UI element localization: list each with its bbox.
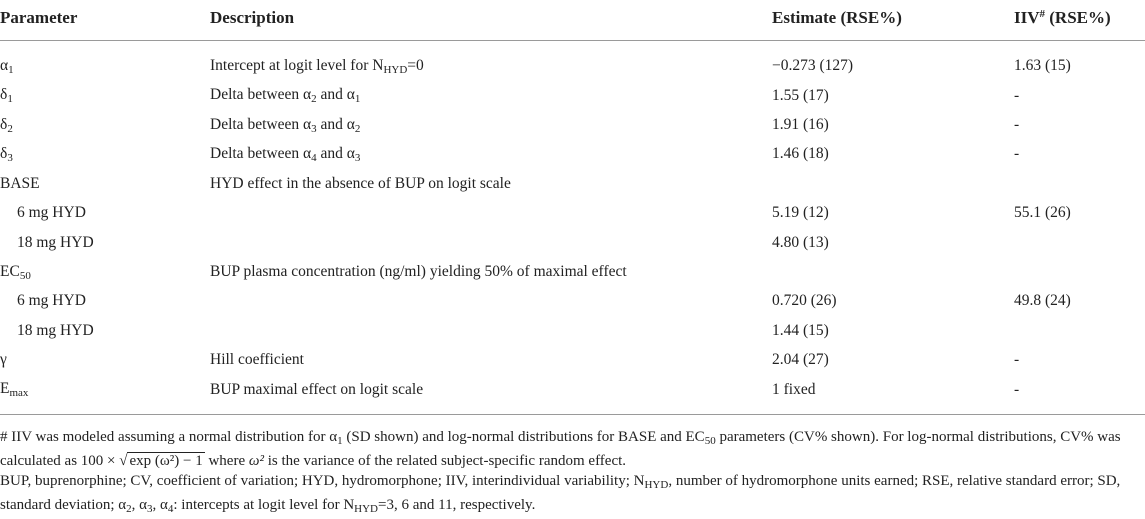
desc-cell: Intercept at logit level for NHYD=0: [210, 56, 424, 76]
header-row: [0, 0, 1145, 41]
table-row: [0, 257, 1145, 286]
iiv-cell: -: [1014, 145, 1020, 163]
table-row: [0, 110, 1145, 139]
param-cell: α1: [0, 56, 14, 76]
param-cell: BASE: [0, 174, 40, 192]
param-cell: 18 mg HYD: [17, 321, 94, 339]
iiv-cell: [1014, 228, 1145, 257]
estimate-cell: −0.273 (127): [772, 57, 854, 74]
table-row: [0, 81, 1145, 110]
desc-cell: [210, 287, 772, 316]
sqrt-expression: exp (ω²) − 1: [129, 453, 203, 469]
iiv-cell: 49.8 (24): [1014, 292, 1071, 310]
estimate-cell: [772, 169, 1014, 198]
header-estimate: Estimate (RSE%): [772, 0, 1014, 41]
desc-cell: BUP maximal effect on logit scale: [210, 375, 772, 415]
table-row: [0, 228, 1145, 257]
table-row: [0, 169, 1145, 198]
header-parameter: Parameter: [0, 0, 210, 41]
estimate-cell: 5.19 (12): [772, 204, 829, 222]
desc-cell: [210, 228, 772, 257]
iiv-cell: -: [1014, 116, 1020, 134]
estimate-cell: 1.91 (16): [772, 116, 829, 134]
desc-cell: Delta between α3 and α2: [210, 115, 361, 135]
table-row: [0, 375, 1145, 415]
desc-cell: [210, 316, 772, 345]
param-cell: 18 mg HYD: [17, 233, 94, 251]
desc-cell: Hill coefficient: [210, 351, 304, 369]
param-cell: δ2: [0, 115, 13, 135]
table-row: [0, 199, 1145, 228]
header-description: Description: [210, 0, 772, 41]
desc-cell: Delta between α2 and α1: [210, 86, 361, 106]
estimate-cell: 0.720 (26): [772, 292, 837, 310]
table-row: [0, 346, 1145, 375]
iiv-cell: -: [1014, 86, 1020, 104]
table-row: [0, 140, 1145, 169]
iiv-cell: [1014, 316, 1145, 345]
footnotes: [0, 427, 1145, 519]
desc-cell: Delta between α4 and α3: [210, 144, 361, 164]
estimate-cell: 1 fixed: [772, 375, 1014, 415]
param-cell: δ3: [0, 144, 13, 164]
estimate-cell: 4.80 (13): [772, 233, 829, 251]
table-row: [0, 316, 1145, 345]
param-cell: 6 mg HYD: [17, 292, 86, 310]
param-cell: 6 mg HYD: [17, 204, 86, 222]
param-cell: EC50: [0, 262, 31, 282]
param-cell: γ: [0, 351, 7, 369]
estimate-cell: [772, 257, 1014, 286]
iiv-cell: [1014, 257, 1145, 286]
table-row: [0, 41, 1145, 82]
table-row: [0, 287, 1145, 316]
iiv-cell: [1014, 169, 1145, 198]
iiv-cell: 55.1 (26): [1014, 204, 1071, 222]
estimate-cell: 1.44 (15): [772, 321, 829, 339]
param-cell: Emax: [0, 375, 210, 415]
footnote-abbreviations: BUP, buprenorphine; CV, coefficient of variation; HYD, hydromorphone; IIV, interindividual variability; $N_{HYD}$, number of hydromorphone units earned; RSE, relative standard error; SD, standard deviation; $\alpha_2$, $\alpha_3$, $\alpha_4$: intercepts at logit level for $N_{HYD}=3$, 6 and 11, respectively.: [0, 473, 1121, 515]
estimate-cell: 1.46 (18): [772, 145, 829, 163]
estimate-cell: 1.55 (17): [772, 86, 829, 104]
footnote-iiv: # IIV was modeled assuming a normal distribution for $\alpha_1$ (SD shown) and log-normal distributions for BASE and $EC_{50}$ parameters (CV% shown). For log-normal distributions, CV% was calculated as 100 × √ exp (ω²) − 1 where ω² is the variance of the related subject-specific random effect.: [0, 429, 1121, 469]
desc-cell: BUP plasma concentration (ng/ml) yielding 50% of maximal effect: [210, 263, 627, 281]
desc-cell: [210, 199, 772, 228]
iiv-cell: -: [1014, 375, 1145, 415]
param-cell: δ1: [0, 86, 13, 106]
estimate-cell: 2.04 (27): [772, 351, 829, 369]
desc-cell: HYD effect in the absence of BUP on logit scale: [210, 174, 511, 192]
iiv-cell: -: [1014, 351, 1020, 369]
iiv-cell: 1.63 (15): [1014, 57, 1071, 74]
sqrt-icon: √: [119, 453, 128, 469]
header-iiv: IIV# (RSE%): [1014, 0, 1145, 41]
